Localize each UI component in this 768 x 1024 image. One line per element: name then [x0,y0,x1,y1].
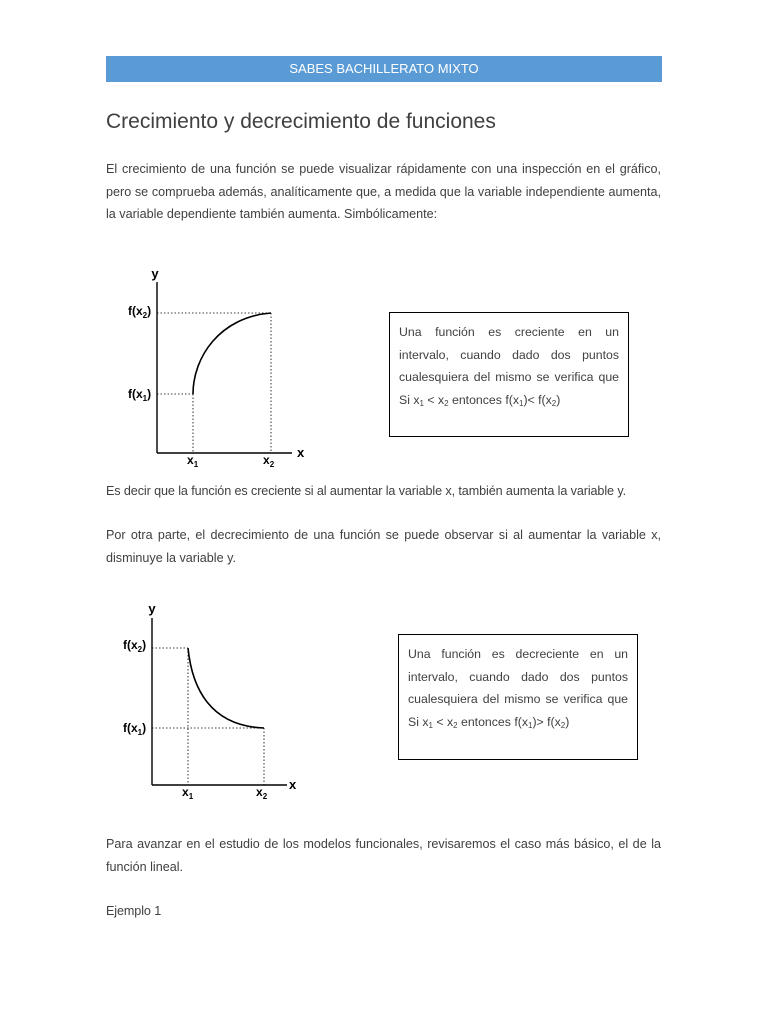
fx1-label: $f(x_1)$ [123,721,147,737]
document-header-bar [106,56,662,82]
graph-increasing-function [120,262,320,467]
y-axis-label: y [148,601,156,616]
x1-label: $x_1$ [182,785,194,801]
x-axis-label: x [289,777,297,792]
paragraph-increasing-summary: Es decir que la función es creciente si al aumentar la variable x, también aumenta la variable y. [106,484,626,498]
x2-label: $x_2$ [263,453,275,467]
paragraph-increasing-intro: El crecimiento de una función se puede visualizar rápidamente con una inspección en el gráfico, pero se comprueba además, analíticamente que, a medida que la variable independiente aumenta, la variable dependiente también aumenta. Simbólicamente: [106,162,661,221]
definition-box-decreasing: Una función es decreciente en un intervalo, cuando dado dos puntos cualesquiera del mismo se verifica que Si $x_1 < x_2$ entonces $f(x_1)> f(x_2)$ [398,634,638,760]
fx2-label: $f(x_2)$ [128,304,152,320]
graph-decreasing-function [115,598,315,803]
definition-box-increasing: Una función es creciente en un intervalo, cuando dado dos puntos cualesquiera del mismo se verifica que Si $x_1 < x_2$ entonces $f(x_1)< f(x_2)$ [389,312,629,437]
section-title: Crecimiento y decrecimiento de funciones [106,110,496,133]
y-axis-label: y [151,266,159,281]
decreasing-curve [188,648,264,728]
x2-label: $x_2$ [256,785,268,801]
fx1-label: $f(x_1)$ [128,387,152,403]
x-axis-label: x [297,445,305,460]
fx2-label: $f(x_2)$ [123,638,147,654]
header-title: SABES BACHILLERATO MIXTO [289,61,479,76]
x1-label: $x_1$ [187,453,199,467]
paragraph-linear-intro: Para avanzar en el estudio de los modelos funcionales, revisaremos el caso más básico, el de la función lineal. [106,837,661,874]
example-heading: Ejemplo 1 [106,904,162,918]
increasing-curve [193,313,271,394]
paragraph-decreasing-intro: Por otra parte, el decrecimiento de una función se puede observar si al aumentar la variable x, disminuye la variable y. [106,528,661,565]
